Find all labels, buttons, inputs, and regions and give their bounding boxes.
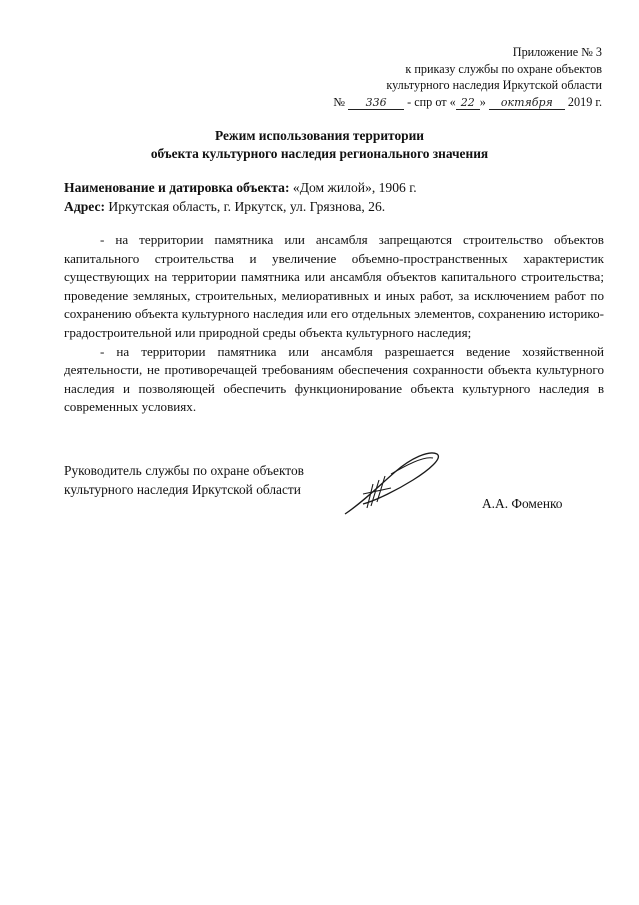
year-text: 2019 г. xyxy=(567,94,602,109)
regime-text xyxy=(64,231,604,417)
object-address-value: Иркутская область, г. Иркутск, ул. Грязнова, 26. xyxy=(108,198,386,214)
handwritten-signature xyxy=(333,444,453,524)
handwritten-order-number: 336 xyxy=(348,97,404,110)
title-line-1: Режим использования территории xyxy=(214,128,425,143)
object-address-label: Адрес: xyxy=(64,198,106,214)
title-line-2: объекта культурного наследия регионального значения xyxy=(150,146,489,161)
signatory-role: Руководитель службы по охране объектов культурного наследия Иркутской области xyxy=(64,463,304,497)
handwritten-day: 22 xyxy=(456,97,480,110)
appendix-order-ref: к приказу службы по охране объектов xyxy=(405,61,602,76)
object-address-row xyxy=(64,198,604,217)
appendix-header xyxy=(282,44,602,110)
appendix-authority: культурного наследия Иркутской области xyxy=(386,78,602,92)
prohibitions-paragraph: - на территории памятника или ансамбля запрещаются строительство объектов капитального строительства и увеличение объемно-пространственных характеристик существующих на территории памятника или ансамбля объектов капитального строительства; проведение земляных, строительных, мелиоративных и иных работ, за исключением работ по сохранению объекта культурного наследия или его отдельных элементов, сохранению историко-градостроительной или природной среды объекта культурного наследия; xyxy=(64,232,604,340)
object-name-label: Наименование и датировка объекта: xyxy=(64,180,290,195)
day-close-quote: » xyxy=(479,94,486,109)
number-prefix: № xyxy=(333,94,346,109)
appendix-order-number-line xyxy=(282,94,602,111)
document-title xyxy=(0,127,639,163)
appendix-title: Приложение № 3 xyxy=(512,45,602,59)
handwritten-month: октября xyxy=(489,97,565,110)
number-mid-text: - спр от « xyxy=(407,94,456,109)
object-name-row xyxy=(64,179,604,198)
object-info xyxy=(64,179,604,216)
permissions-paragraph: - на территории памятника или ансамбля разрешается ведение хозяйственной деятельности, не противоречащей требованиям обеспечения сохранности объекта культурного наследия и позволяющей обеспечить функционирование объекта культурного наследия в современных условиях. xyxy=(64,343,604,415)
object-name-value: «Дом жилой», 1906 г. xyxy=(292,180,417,195)
signatory-name: А.А. Фоменко xyxy=(482,496,563,511)
